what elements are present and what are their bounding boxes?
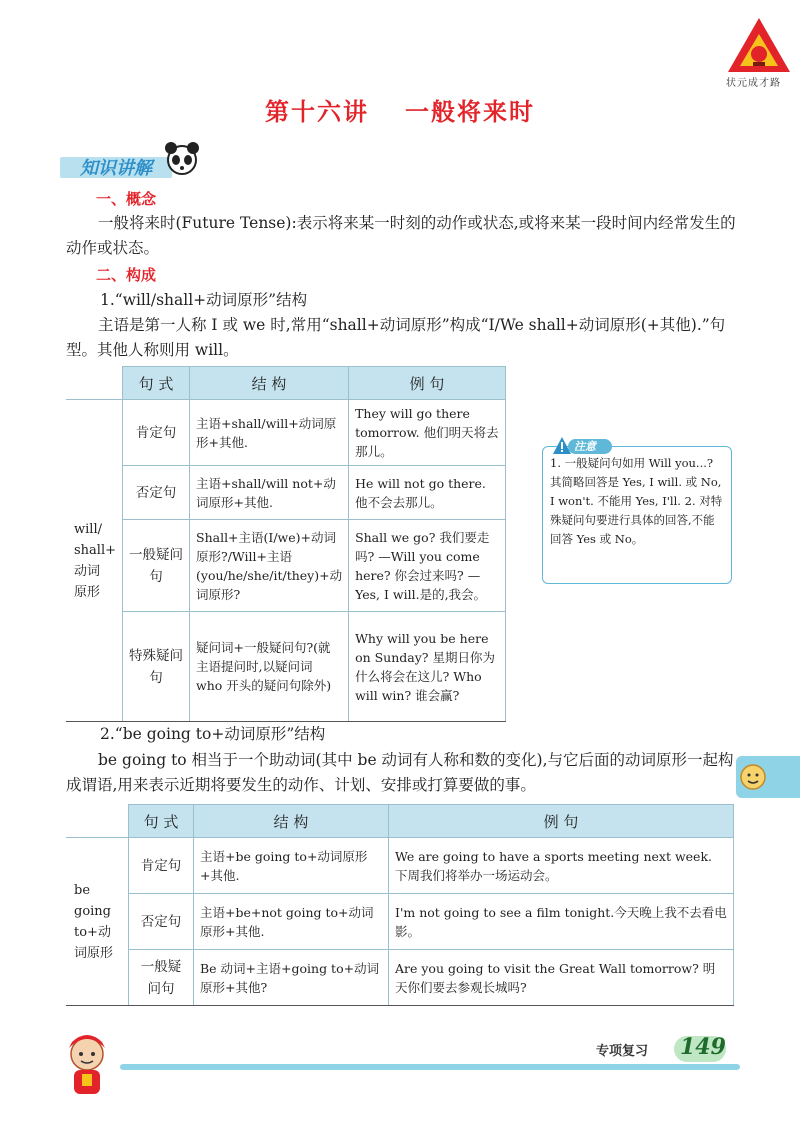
page-title: [0, 92, 800, 127]
footer-line: [120, 1064, 740, 1070]
table-row: 否定句 主语+be+not going to+动词原形+其他. I'm not going to see a film tonight.今天晚上我不去看电影。: [66, 894, 734, 950]
be-going-to-table: [66, 804, 734, 1006]
side-tab: [736, 756, 800, 798]
table1-header-structure: 结 构: [190, 367, 349, 400]
footer-label: 专项复习: [596, 1044, 649, 1059]
note-text: 1. 一般疑问句如用 Will you...? 其简略回答是 Yes, I will. 或 No, I won't. 不能用 Yes, I'll. 2. 对特殊疑问句要进行具体的回答,不能回答 Yes 或 No。: [550, 456, 723, 546]
table1-header-type: 句 式: [123, 367, 190, 400]
part2-text: be going to 相当于一个助动词(其中 be 动词有人称和数的变化),与它后面的动词原形一起构成谓语,用来表示近期将要发生的动作、计划、安排或打算要做的事。: [66, 751, 734, 794]
page-number-text: 149: [680, 1034, 726, 1060]
table2-group-label: be going to+动词原形: [66, 838, 129, 1006]
table2-header-example: 例 句: [389, 805, 734, 838]
table2-header-type: 句 式: [129, 805, 194, 838]
table-row: 一般疑问句 Be 动词+主语+going to+动词原形+其他? Are you going to visit the Great Wall tomorrow? 明天你们要去参观长城吗?: [66, 950, 734, 1006]
table1-header-example: 例 句: [349, 367, 506, 400]
lecture-number: 第十六讲: [265, 98, 369, 126]
table-row: 否定句 主语+shall/will not+动词原形+其他. He will not go there. 他不会去那儿。: [66, 466, 506, 520]
concept-text: 一般将来时(Future Tense):表示将来某一时刻的动作或状态,或将来某一段时间内经常发生的动作或状态。: [66, 214, 736, 257]
table-row: be going to+动词原形 肯定句 主语+be going to+动词原形+其他. We are going to have a sports meeting next week. 下周我们将举办一场运动会。: [66, 838, 734, 894]
brand-logo-text: 状元成才路: [726, 78, 781, 89]
table-row: 特殊疑问句 疑问词+一般疑问句?(就主语提问时,以疑问词 who 开头的疑问句除外) Why will you be here on Sunday? 星期日你为什么将会在这儿? Who will win? 谁会赢?: [66, 612, 506, 722]
mascot-icon: [52, 1030, 122, 1100]
smiley-icon: [738, 762, 768, 792]
section-badge-label: 知识讲解: [80, 158, 152, 179]
table-row: 一般疑问句 Shall+主语(I/we)+动词原形?/Will+主语(you/he/she/it/they)+动词原形? Shall we go? 我们要走吗? —Will you come here? 你会过来吗? —Yes, I will.是的,我会。: [66, 520, 506, 612]
table1-group-label: will/ shall+ 动词 原形: [66, 400, 123, 722]
table-row: will/ shall+ 动词 原形 肯定句 主语+shall/will+动词原形+其他. They will go there tomorrow. 他们明天将去那儿。: [66, 400, 506, 466]
table2-header-structure: 结 构: [194, 805, 389, 838]
concept-heading: 一、概念: [96, 190, 157, 208]
lecture-topic: 一般将来时: [405, 98, 535, 126]
note-tag-label: 注意: [574, 440, 596, 453]
note-tag: [552, 436, 612, 456]
part1-title: 1.“will/shall+动词原形”结构: [100, 291, 308, 309]
panda-mascot-icon: [160, 138, 204, 182]
page-number: [674, 1034, 726, 1064]
part2-title: 2.“be going to+动词原形”结构: [100, 725, 326, 743]
part1-text: 主语是第一人称 I 或 we 时,常用“shall+动词原形”构成“I/We shall+动词原形(+其他).”句型。其他人称则用 will。: [66, 316, 726, 359]
structure-heading: 二、构成: [96, 266, 157, 284]
will-shall-table: [66, 366, 506, 722]
